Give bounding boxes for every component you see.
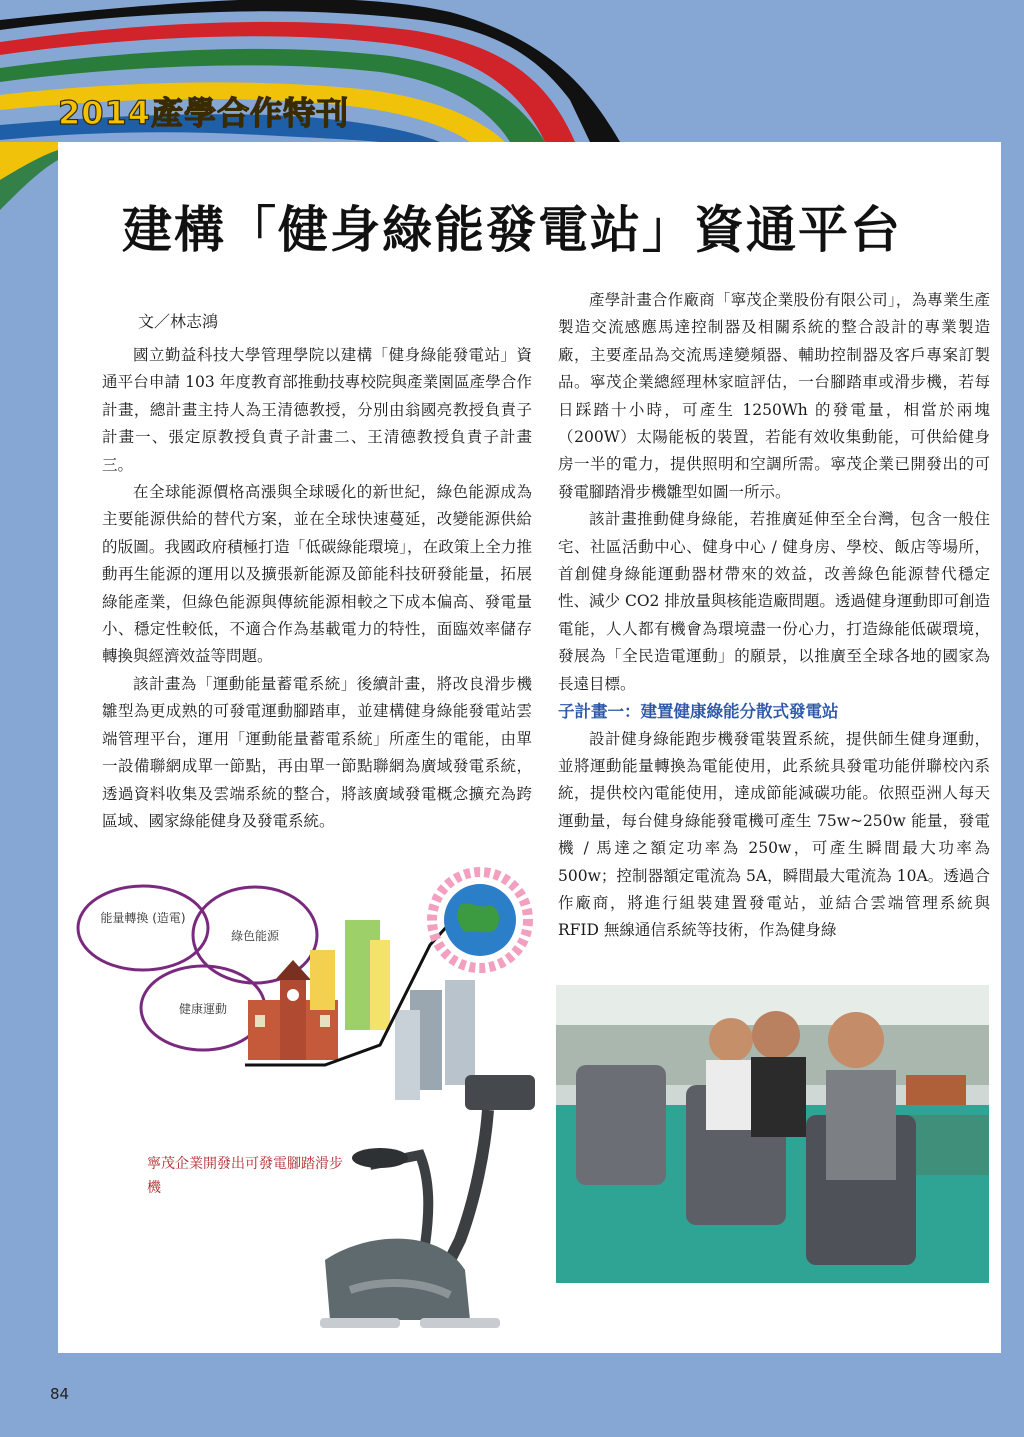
person-2-head	[752, 1011, 800, 1059]
green-energy-diagram	[70, 850, 550, 1340]
bubble-label-1: 能量轉換 (造電)	[100, 911, 186, 925]
article-title: 建構「健身綠能發電站」資通平台	[122, 200, 902, 259]
person-1-head	[709, 1018, 753, 1062]
page-number: 84	[50, 1385, 70, 1403]
header-year: 2014	[58, 94, 152, 132]
right-column	[558, 287, 990, 945]
gym-photo	[556, 985, 989, 1283]
left-paragraph-3: 該計畫為「運動能量蓄電系統」後續計畫，將改良滑步機雛型為更成熟的可發電運動腳踏車，並建構健身綠能發電站雲端管理平台，運用「運動能量蓄電系統」所產生的電能，由單一設備聯網成單一節點，再由單一節點聯網為廣域發電系統，透過資料收集及雲端系統的整合，將該廣域發電概念擴充為跨區域、國家綠能健身及發電系統。	[102, 674, 532, 830]
right-paragraph-1: 產學計畫合作廠商「寧茂企業股份有限公司」，為專業生產製造交流感應馬達控制器及相關系統的整合設計的專業製造廠，主要產品為交流馬達變頻器、輔助控制器及客戶專案訂製品。寧茂企業總經理林家暄評估，一台腳踏車或滑步機，若每日踩踏十小時，可產生 1250Wh 的發電量，相當於兩塊（200W）太陽能板的裝置，若能有效收集動能，可供給健身房一半的電力，提供照明和空調所需。寧茂企業已開發出的可發電腳踏滑步機雛型如圖一所示。	[558, 291, 990, 501]
header-title	[58, 88, 349, 134]
left-column	[102, 342, 532, 835]
author-line: 文／林志鴻	[138, 312, 219, 331]
section-subheading: 子計畫一：建置健康綠能分散式發電站	[558, 702, 839, 722]
header-label: 產學合作特刊	[151, 94, 350, 132]
right-paragraph-2: 該計畫推動健身綠能，若推廣延伸至全台灣，包含一般住宅、社區活動中心、健身中心 / 健身房、學校、飯店等場所，首創健身綠能運動器材帶來的效益，改善綠色能源替代穩定性、減少 CO2 排放量與核能造廠問題。透過健身運動即可創造電能，人人都有機會為環境盡一份心力，打造綠能低碳環境，發展為「全民造電運動」的願景，以推廣至全球各地的國家為長遠目標。	[558, 510, 990, 693]
bubble-label-2: 綠色能源	[230, 929, 280, 943]
figure-caption: 寧茂企業開發出可發電腳踏滑步機	[147, 1156, 343, 1196]
office-towers-icon	[395, 980, 475, 1100]
globe-icon	[432, 872, 528, 968]
bubble-energy-conversion	[78, 886, 208, 970]
right-paragraph-3: 設計健身綠能跑步機發電裝置系統，提供師生健身運動，並將運動能量轉換為電能使用，此系統具發電功能併聯校內系統，提供校內電能使用，達成節能減碳功能。依照亞洲人每天運動量，每台健身綠能發電機可產生 75w~250w 能量，發電機 / 馬達之額定功率為 250w，可產生瞬間最大功率為 500w；控制器額定電流為 5A，瞬間最大電流為 10A。透過合作廠商，將進行組裝建置發電站，並結合雲端管理系統與 RFID 無線通信系統等技術，作為健身綠	[558, 729, 990, 940]
bike-1	[576, 1065, 666, 1185]
bubble-label-3: 健康運動	[178, 1002, 228, 1016]
left-paragraph-2: 在全球能源價格高漲與全球暖化的新世紀，綠色能源成為主要能源供給的替代方案，並在全球快速蔓延，改變能源供給的版圖。我國政府積極打造「低碳綠能環境」，在政策上全力推動再生能源的運用以及擴張新能源及節能科技研發能量，拓展綠能產業，但綠色能源與傳統能源相較之下成本偏高、發電量小、穩定性較低，不適合作為基載電力的特性，面臨效率儲存轉換與經濟效益等問題。	[102, 483, 532, 666]
person-3-head	[828, 1012, 884, 1068]
left-paragraph-1: 國立勤益科技大學管理學院以建構「健身綠能發電站」資通平台申請 103 年度教育部推動技專校院與產業園區產學合作計畫，總計畫主持人為王清德教授，分別由翁國亮教授負責子計畫一、張定原教授負責子計畫二、王清德教授負責子計畫三。	[102, 346, 532, 474]
exercise-bike-illustration	[320, 1075, 535, 1328]
